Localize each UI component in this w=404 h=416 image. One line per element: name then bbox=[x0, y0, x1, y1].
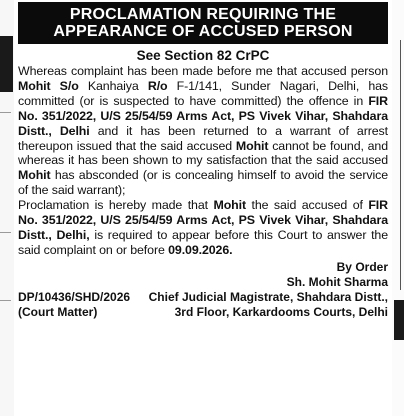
court-address: 3rd Floor, Karkardooms Courts, Delhi bbox=[174, 304, 388, 319]
notice-paragraph-2 bbox=[18, 198, 388, 258]
adjacent-column-right bbox=[392, 0, 404, 416]
notice-footer bbox=[18, 290, 388, 320]
bold-text-run: 09.09.2026. bbox=[168, 242, 233, 257]
text-run: Whereas complaint has been made before me that accused person bbox=[18, 64, 388, 78]
adjacent-dark-block bbox=[394, 300, 404, 340]
bold-text-run: FIR No. 351/2022, U/S 25/54/59 Arms Act, PS Vivek Vihar, Shahdara Distt., Delhi, bbox=[18, 198, 388, 242]
adjacent-column-left bbox=[0, 0, 14, 416]
by-order-label: By Order bbox=[336, 259, 388, 274]
bold-text-run: R/o bbox=[147, 78, 168, 93]
footer-left bbox=[18, 290, 130, 320]
text-run: Kanhaiya bbox=[78, 78, 148, 93]
reference-code: DP/10436/SHD/2026 bbox=[18, 289, 131, 304]
bold-text-run: Mohit S/o bbox=[18, 78, 79, 93]
text-run: the said accused of bbox=[246, 198, 369, 213]
adjacent-rule bbox=[400, 40, 401, 290]
footer-right bbox=[149, 290, 388, 320]
text-run: F-1/141, Sunder Nagari, Delhi, has committed (or is suspected to have committed) the offence in bbox=[18, 78, 388, 108]
court-matter-label: (Court Matter) bbox=[18, 304, 98, 319]
order-block bbox=[18, 260, 388, 290]
notice-title-line1: PROCLAMATION REQUIRING THE bbox=[69, 6, 337, 23]
bold-text-run: Mohit bbox=[18, 168, 51, 183]
text-run: has absconded (or is concealing himself to avoid the service of the said warrant); bbox=[18, 168, 388, 198]
section-reference: See Section 82 CrPC bbox=[136, 48, 270, 63]
text-run: Proclamation is hereby made that bbox=[18, 198, 214, 213]
text-run: and it has been returned to a warrant of arrest thereupon issued that the said accused bbox=[18, 123, 389, 153]
notice-paragraph-1 bbox=[18, 64, 388, 198]
adjacent-rule bbox=[0, 232, 11, 233]
magistrate-designation: Chief Judicial Magistrate, Shahdara Distt., bbox=[148, 289, 388, 304]
proclamation-notice bbox=[18, 2, 388, 320]
bold-text-run: Mohit bbox=[213, 198, 247, 213]
text-run: is required to appear before this Court to answer the said complaint on or before bbox=[18, 227, 388, 257]
bold-text-run: FIR No. 351/2022, U/S 25/54/59 Arms Act, PS Vivek Vihar, Shahdara Distt., Delhi bbox=[18, 93, 388, 138]
adjacent-rule bbox=[0, 112, 11, 113]
signatory-name: Sh. Mohit Sharma bbox=[286, 274, 388, 289]
adjacent-rule bbox=[0, 300, 11, 301]
notice-header bbox=[18, 2, 388, 44]
text-run: cannot be found, and whereas it has been shown to my satisfaction that the said accused bbox=[18, 138, 388, 168]
notice-title-line2: APPEARANCE OF ACCUSED PERSON bbox=[53, 23, 353, 40]
bold-text-run: Mohit bbox=[235, 138, 269, 153]
adjacent-dark-block bbox=[0, 36, 13, 92]
